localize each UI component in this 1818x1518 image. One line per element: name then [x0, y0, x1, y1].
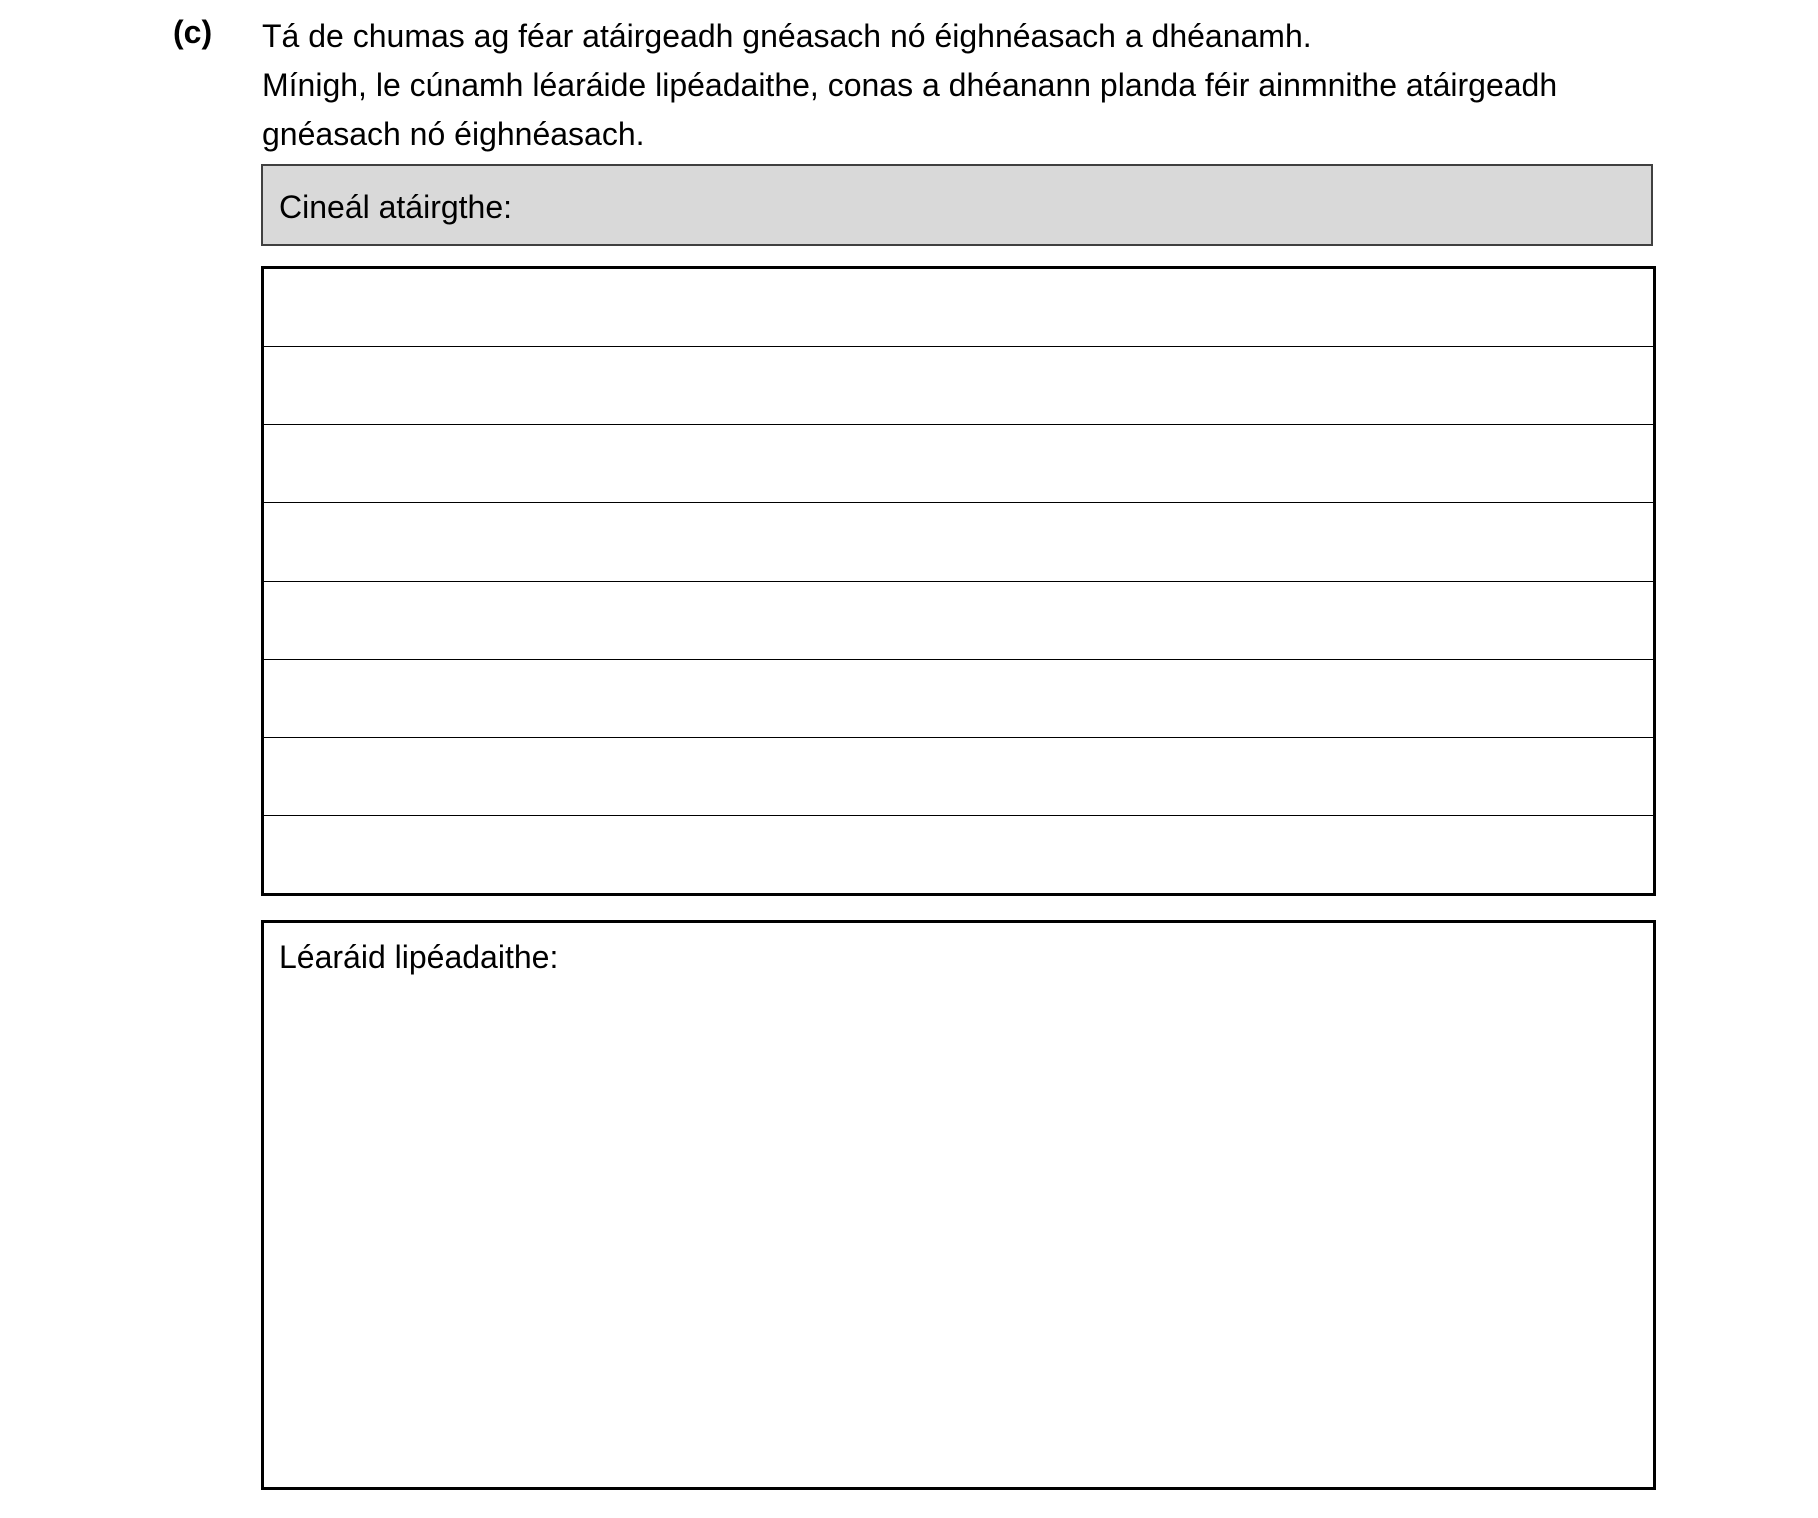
- labelled-diagram-label: Léaráid lipéadaithe:: [279, 939, 559, 975]
- question-line: Tá de chumas ag féar atáirgeadh gnéasach nó éighnéasach a dhéanamh.: [262, 18, 1312, 54]
- question-line: Mínigh, le cúnamh léaráide lipéadaithe, conas a dhéanann planda féir ainmnithe atáirgeadh: [262, 67, 1558, 103]
- question-text: [262, 12, 1682, 159]
- answer-line[interactable]: [264, 738, 1653, 816]
- answer-line[interactable]: [264, 582, 1653, 660]
- answer-line[interactable]: [264, 347, 1653, 425]
- labelled-diagram-area[interactable]: [261, 920, 1656, 1490]
- answer-line[interactable]: [264, 660, 1653, 738]
- question-part-label: (c): [173, 14, 213, 50]
- reproduction-type-field[interactable]: [261, 164, 1653, 246]
- answer-lines-area[interactable]: [261, 266, 1656, 896]
- answer-line[interactable]: [264, 816, 1653, 893]
- reproduction-type-label: Cineál atáirgthe:: [279, 189, 513, 225]
- answer-line[interactable]: [264, 269, 1653, 347]
- answer-line[interactable]: [264, 425, 1653, 503]
- answer-line[interactable]: [264, 503, 1653, 581]
- question-line: gnéasach nó éighnéasach.: [262, 116, 645, 152]
